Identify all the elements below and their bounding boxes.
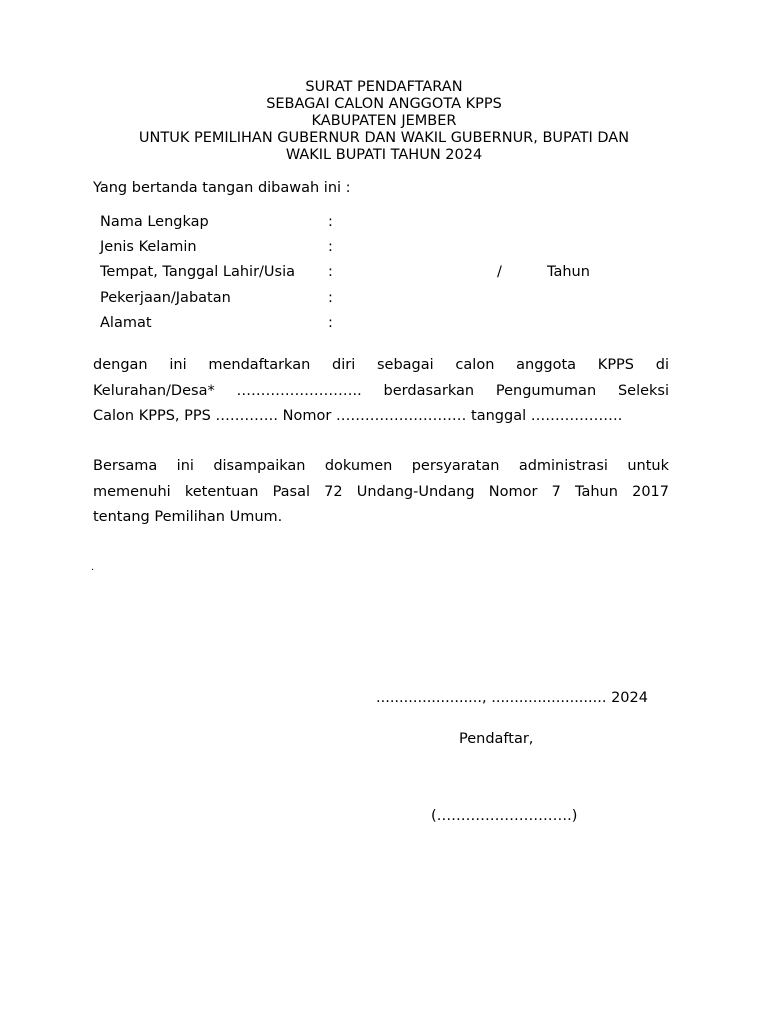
field-colon: : <box>328 239 333 256</box>
field-label: Pekerjaan/Jabatan <box>100 289 231 306</box>
field-colon: : <box>328 264 333 281</box>
paragraph-line: Bersama ini disampaikan dokumen persyaratan administrasi untuk <box>93 458 669 474</box>
signature-date-line: ......................., ......................... 2024 <box>376 690 648 706</box>
paragraph-line: dengan ini mendaftarkan diri sebagai calon anggota KPPS di <box>93 357 669 373</box>
paragraph-line: tentang Pemilihan Umum. <box>93 509 283 525</box>
field-label: Alamat <box>100 314 152 331</box>
document-heading <box>0 79 768 164</box>
field-label: Tempat, Tanggal Lahir/Usia <box>100 264 296 281</box>
registration-paragraph <box>93 353 669 430</box>
field-label: Jenis Kelamin <box>100 239 197 256</box>
heading-regency: KABUPATEN JEMBER <box>311 113 457 129</box>
signer-name-blank: (……………………….) <box>431 808 578 824</box>
stray-dot: . <box>91 562 95 573</box>
field-slash: / <box>497 264 502 281</box>
paragraph-line: memenuhi ketentuan Pasal 72 Undang-Undang Nomor 7 Tahun 2017 <box>93 483 669 500</box>
paragraph-line: Calon KPPS, PPS …………. Nomor ……………………… tanggal ………………. <box>93 408 623 424</box>
field-colon: : <box>328 314 333 331</box>
heading-subtitle: SEBAGAI CALON ANGGOTA KPPS <box>266 96 502 112</box>
field-colon: : <box>328 289 333 306</box>
heading-title: SURAT PENDAFTARAN <box>305 79 463 95</box>
intro-text: Yang bertanda tangan dibawah ini : <box>93 180 351 196</box>
heading-year: WAKIL BUPATI TAHUN 2024 <box>285 147 483 163</box>
field-label: Nama Lengkap <box>100 214 209 230</box>
documents-paragraph <box>93 454 669 531</box>
field-age-unit: Tahun <box>547 264 590 281</box>
paragraph-line: Kelurahan/Desa* …………………….. berdasarkan Pengumuman Seleksi <box>93 382 669 399</box>
signer-label: Pendaftar, <box>459 731 534 747</box>
heading-election: UNTUK PEMILIHAN GUBERNUR DAN WAKIL GUBERNUR, BUPATI DAN <box>138 130 630 146</box>
field-colon: : <box>328 214 333 230</box>
